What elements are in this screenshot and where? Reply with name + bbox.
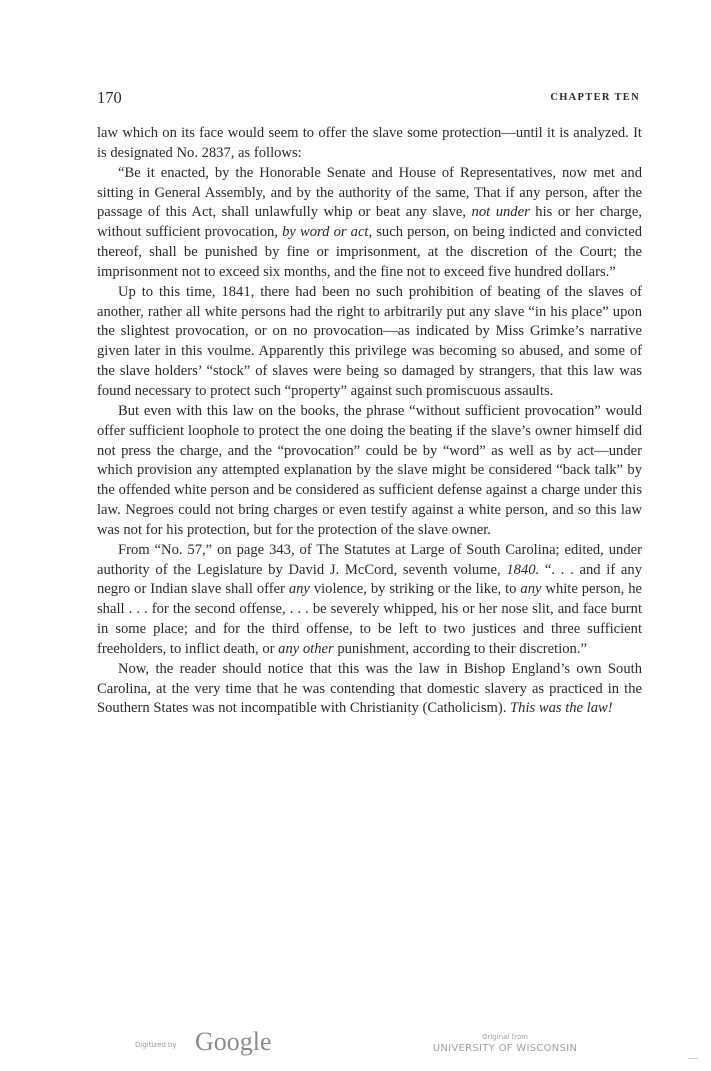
paragraph: law which on its face would seem to offer the slave some protection—until it is analyzed. It is designated No. 2837, as follows: <box>97 125 642 161</box>
digitized-by-label: Digitized by <box>135 1041 177 1049</box>
paragraph: “Be it enacted, by the Honorable Senate and House of Representatives, now met and sitting in General Assembly, and by the authority of the same, That if any person, after the passage of this Act, shall unlawfully whip or beat any slave, not under his or her charge, without sufficient provocation, by word or act, such person, on being indicted and convicted thereof, shall be punished by fine or imprisonment, at the discretion of the Court; the imprisonment not to exceed six months, and the fine not to exceed five hundred dollars.” <box>97 164 643 280</box>
paragraph: But even with this law on the books, the phrase “without sufficient provocation” would offer sufficient loophole to protect the one doing the beating if the slave’s owner himself did not press the charge, and the “provocation” could be by “word” as well as by act—under which provision any attempted explanation by the slave might be considered “back talk” by the offended white person and be considered as sufficient defense against a charge under this law. Negroes could not bring charges or even testify against a white person, and so this law was not for his protection, but for the protection of the slave owner. <box>97 402 642 538</box>
running-head: CHAPTER TEN <box>550 92 640 103</box>
paragraph: Now, the reader should notice that this was the law in Bishop England’s own South Carolina, at the very time that he was contending that domestic slavery as practiced in the Southern States was not incompatible with Christianity (Catholicism). This was the law! <box>97 660 642 717</box>
original-from-label: Original from <box>482 1033 528 1041</box>
google-logo: Google <box>195 1027 272 1056</box>
paragraph: From “No. 57,” on page 343, of The Statutes at Large of South Carolina; edited, under authority of the Legislature by David J. McCord, seventh volume, 1840. “. . . and if any negro or Indian slave shall offer any violence, by striking or the like, to any white person, he shall . . . for the second offense, . . . be severely whipped, his or her nose slit, and face burnt in some place; and for the third offense, to be left to two justices and three sufficient freeholders, to inflict death, or any other punishment, according to their discretion.” <box>97 541 642 657</box>
paragraph: Up to this time, 1841, there had been no such prohibition of beating of the slaves of another, rather all white persons had the right to arbitrarily put any slave “in his place” upon the slightest provocation, or on no provocation—as indicated by Miss Grimke’s narrative given later in this voulme. Apparently this privilege was becoming so abused, and some of the slave holders’ “stock” of slaves were being so damaged by strangers, that this law was found necessary to protect such “property” against such promiscuous assaults. <box>97 283 642 399</box>
university-label: UNIVERSITY OF WISCONSIN <box>432 1043 578 1054</box>
margin-mark <box>688 1058 698 1059</box>
page-header <box>97 88 642 108</box>
body-text <box>97 124 642 719</box>
library-watermark <box>410 1033 600 1054</box>
page-number: 170 <box>97 88 122 107</box>
